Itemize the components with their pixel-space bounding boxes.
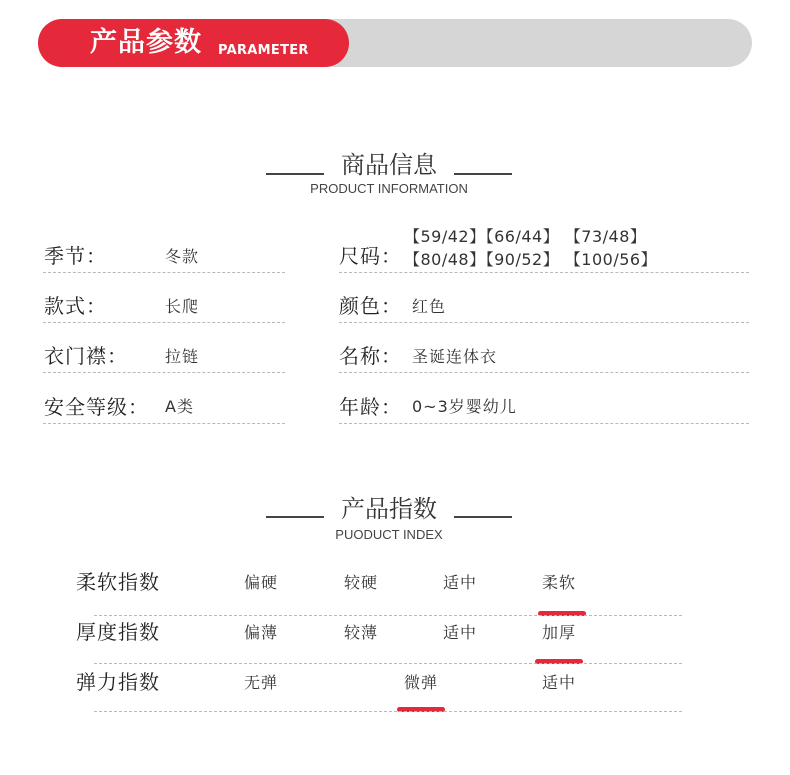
elasticity-index-label: 弹力指数 (76, 670, 160, 694)
age-value: 0~3岁婴幼儿 (412, 397, 517, 416)
thickness-option: 适中 (443, 623, 478, 642)
elasticity-option: 无弹 (244, 673, 279, 692)
banner-subtitle: PARAMETER (218, 43, 309, 58)
placket-value: 拉链 (165, 347, 200, 366)
index-section-subtitle: PUODUCT INDEX (335, 527, 443, 542)
safety-label: 安全等级： (44, 395, 149, 419)
softness-option: 偏硬 (244, 573, 279, 592)
row-divider (339, 423, 749, 424)
row-divider (94, 663, 682, 664)
softness-index-label: 柔软指数 (76, 570, 160, 594)
softness-option: 较硬 (344, 573, 379, 592)
thickness-option-selected: 加厚 (542, 623, 577, 642)
softness-option-selected: 柔软 (542, 573, 577, 592)
color-label: 颜色： (339, 294, 402, 318)
row-divider (339, 322, 749, 323)
thickness-option: 较薄 (344, 623, 379, 642)
size-label: 尺码： (339, 244, 402, 268)
placket-label: 衣门襟： (44, 344, 128, 368)
size-values-line-2: 【80/48】【90/52】 【100/56】 (404, 250, 658, 269)
row-divider (43, 423, 285, 424)
safety-value: A类 (165, 397, 194, 416)
row-divider (43, 272, 285, 273)
size-values-line-1: 【59/42】【66/44】 【73/48】 (404, 227, 647, 246)
thickness-option: 偏薄 (244, 623, 279, 642)
color-value: 红色 (412, 297, 447, 316)
season-label: 季节： (44, 244, 107, 268)
name-value: 圣诞连体衣 (412, 347, 498, 366)
season-value: 冬款 (165, 247, 200, 266)
name-label: 名称： (339, 344, 402, 368)
info-section-title: 商品信息 (341, 151, 437, 179)
row-divider (43, 372, 285, 373)
row-divider (339, 372, 749, 373)
info-section-subtitle: PRODUCT INFORMATION (310, 181, 468, 196)
row-divider (339, 272, 749, 273)
elasticity-option-selected: 微弹 (404, 673, 439, 692)
index-section-title: 产品指数 (341, 495, 437, 523)
thickness-index-label: 厚度指数 (76, 620, 160, 644)
row-divider (94, 711, 682, 712)
age-label: 年龄： (339, 395, 402, 419)
row-divider (94, 615, 682, 616)
softness-option: 适中 (443, 573, 478, 592)
banner-title: 产品参数 (90, 27, 202, 58)
style-value: 长爬 (165, 297, 200, 316)
style-label: 款式： (44, 294, 107, 318)
elasticity-option: 适中 (542, 673, 577, 692)
row-divider (43, 322, 285, 323)
